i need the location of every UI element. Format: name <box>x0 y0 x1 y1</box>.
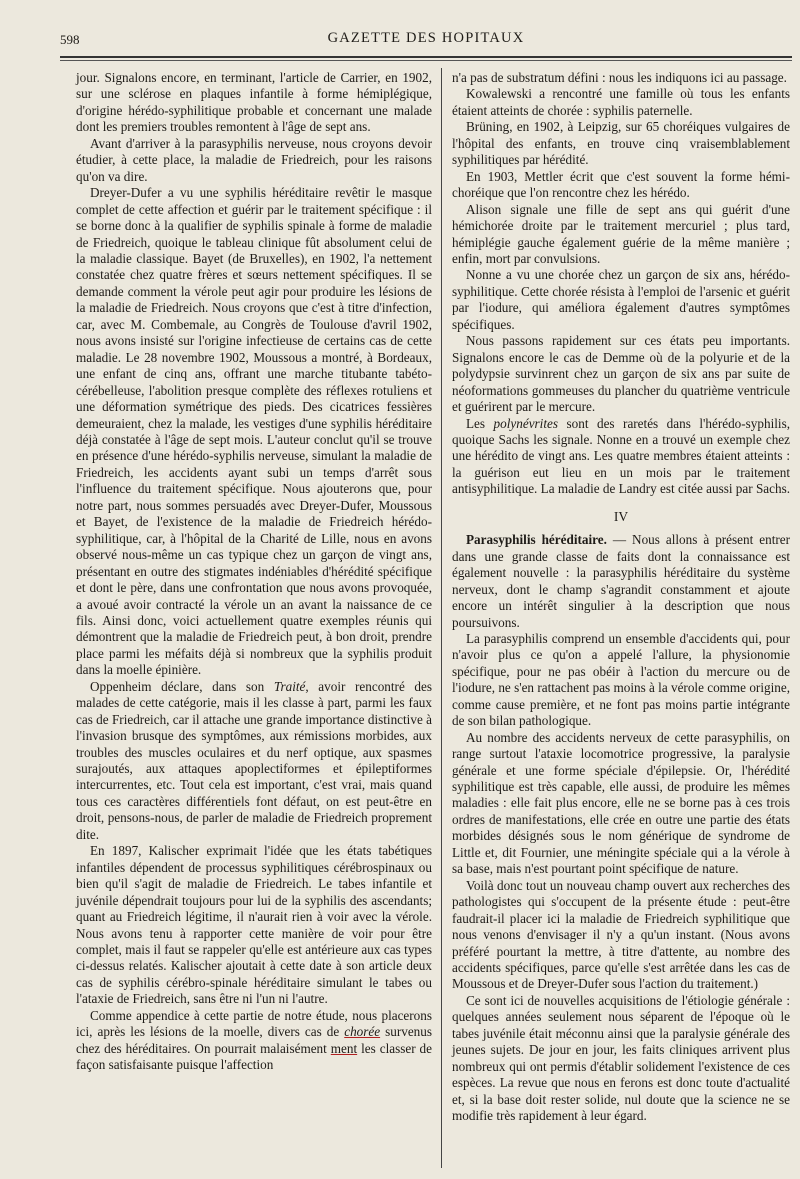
text-run: Comme appendice à cette partie de notre étude, nous placerons ici, après les lésions de la moelle, divers cas de <box>76 1007 432 1040</box>
page-header <box>60 28 792 52</box>
paragraph <box>76 679 432 844</box>
journal-title: GAZETTE DES HOPITAUX <box>327 30 525 46</box>
section-number: IV <box>613 508 629 524</box>
paragraph: En 1897, Kalischer exprimait l'idée que les états tabétiques infantiles dépendent de processus syphilitiques cérébrospinaux ou bien qu'il s'agit de maladie de Friedreich. Le tabes infantile et juvénile dépendrait toujours pour lui de la syphilis des ascendants; quant au Friedreich légitime, il n'aurait rien à voir avec la vérole. Nous avons tenu à rapporter cette manière de voir pour être complet, mais il faut se rappeler qu'elle est antérieure aux cas types ci-dessus relatés. Kalischer ajoutait à cette date à son article deux cas de syphilis cérébro-spinale héréditaire simulant le tabes ou l'ataxie de Friedreich, sans être ni l'un ni l'autre. <box>76 843 432 1007</box>
underlined-text: chorée <box>344 1024 381 1040</box>
paragraph: Brüning, en 1902, à Leipzig, sur 65 choréiques vulgaires de l'hôpital des enfants, en trouve cinq vraisemblablement syphilitiques par hérédité. <box>452 119 790 168</box>
text-run: Oppenheim déclare, dans son <box>90 678 274 694</box>
paragraph <box>452 416 790 498</box>
text-run: , avoir rencontré des malades de cette catégorie, mais il les classe à part, parmi les faux cas de Friedreich, car il attache une grande importance distinctive à l'invasion brusque des symptômes, aux rémissions morbides, aux troubles des muscles oculaires et du nerf optique, aux spasmes surajoutés, aux attaques apoplectiformes et épileptiformes intercurrentes, etc. Tout cela est important, c'est vrai, mais quand tous ces caractères différentiels font défaut, on est peut-être en droit, pensons-nous, de parler de maladie de Friedreich proprement dite. <box>76 678 432 842</box>
paragraph: n'a pas de substratum défini : nous les indiquons ici au passage. <box>452 70 787 85</box>
text-run: sont des raretés dans l'hérédo-syphilis, quoique Sachs les signale. Nonne en a trouvé un exemple chez une hérédito de vingt ans. Les quatre membres étaient atteints : la guérison eut lieu en un mois par le traitement antisyphilitique. La maladie de Landry est citée aussi par Sachs. <box>452 415 791 497</box>
column-divider <box>441 68 442 1168</box>
right-column <box>452 70 790 1125</box>
underlined-text: ment <box>330 1040 358 1056</box>
paragraph: Voilà donc tout un nouveau champ ouvert aux recherches des pathologistes qui s'occupent de la présente étude : peut-être faudrait-il placer ici la maladie de Friedreich syphilitique que nous venons d'envisager il n'y a qu'un instant. (Nous avons préféré pourtant la mettre, à titre d'attente, au nombre des accidents spécifiques, parce qu'elle s'est arrêtée dans les cas de Moussous et de Dreyer-Dufer sous l'action du traitement.) <box>452 877 790 992</box>
paragraph: La parasyphilis comprend un ensemble d'accidents qui, pour n'avoir plus ce qu'on a appelé l'allure, la physionomie spécifique, pour ne pas obéir à l'action du mercure ou de l'iodure, ne s'en rattachent pas moins à la vérole comme origine, comme cause première, et ne font pas moins partie intégrante de son bilan pathologique. <box>452 630 790 729</box>
paragraph: Dreyer-Dufer a vu une syphilis héréditaire revêtir le masque complet de cette affection et guérir par le traitement spécifique : il se borne donc à la qualifier de syphilis spinale à forme de maladie de Friedreich, quoique le tableau clinique fût absolument celui de la maladie classique. Bayet (de Bruxelles), en 1902, l'a nettement constatée chez quatre frères et sœurs nettement spécifiques. Il se demande comment la vérole peut agir pour produire les lésions de la maladie de Friedreich. Nous croyons que c'est à titre d'infection, car, avec M. Combemale, au Congrès de Toulouse d'avril 1902, nous avons insisté sur l'origine infectieuse de certains cas de cette maladie. Le 28 novembre 1902, Moussous a montré, à Bordeaux, une enfant de cinq ans, offrant une marche titubante tabéto-cérébelleuse, l'abolition presque complète des réflexes rotuliens et une déformation symétrique des pieds. Des cicatrices fessières demeuraient, chez la malade, les vestiges d'une syphilis héréditaire déjà constatée à l'âge de sept mois. L'auteur conclut qu'il se trouve en présence d'une hérédo-syphilis nerveuse, simulant la maladie de Friedreich, les accidents ayant subi un temps d'arrêt sous l'influence du traitement spécifique. Nous ajouterons que, pour notre part, nous sommes persuadés avec Dreyer-Dufer, Moussous et Bayet, de l'existence de la maladie de Friedreich hérédo-syphilitique, car, à l'hôpital de la Charité de Lille, nous en avons observé nous-même un cas typique chez un garçon de vingt ans, présentant en outre des stigmates indéniables d'hérédité spécifique et dont le père, dans une confrontation que nous avons provoquée, a avoué avoir contracté la vérole un an avant la naissance de ce fils. Ainsi donc, voici actuellement quatre exemples réunis qui démontrent que la maladie de Friedreich peut, à bon droit, prendre place parmi les méfaits déjà si nombreux que la syphilis produit dans la moelle épinière. <box>76 185 432 678</box>
header-rule-thin <box>60 60 792 61</box>
paragraph: Alison signale une fille de sept ans qui guérit d'une hémichorée droite par le traitement mercuriel ; plus tard, hémiplégie gauche également guérie de la même manière ; enfin, mort par convulsions. <box>452 201 790 266</box>
section-heading: Parasyphilis héréditaire. <box>466 532 607 548</box>
italic-text: Traité <box>273 678 306 694</box>
paragraph <box>452 532 790 631</box>
paragraph: Ce sont ici de nouvelles acquisitions de l'étiologie générale : quelques années seulement nous séparent de l'époque où le tabes juvénile était méconnu ainsi que la paralysie générale des jeunes sujets. De jour en jour, les faits cliniques arrivent plus nombreux qui ont permis d'établir solidement l'existence de ces espèces. La revue que nous en ferons est donc toute d'actualité et, si la base doit rester solide, nul doute que la science ne se modifie très rapidement à leur égard. <box>452 992 790 1124</box>
text-run: survenus chez des héréditaires. On pourrait malaisément <box>76 1024 432 1056</box>
header-rule <box>60 56 792 58</box>
left-column <box>76 70 432 1074</box>
paragraph: Nonne a vu une chorée chez un garçon de six ans, hérédo-syphilitique. Cette chorée résista à l'emploi de l'arsenic et guérit par l'iodure, qui améliora également d'autres symptômes spécifiques. <box>452 267 790 332</box>
paragraph <box>76 1008 432 1074</box>
paragraph: Nous passons rapidement sur ces états peu importants. Signalons encore le cas de Demme où de la polyurie et de la polydypsie survinrent chez un garçon de six ans par suite de néoformations gommeuses du plancher du quatrième ventricule et guérirent par le mercure. <box>452 333 790 415</box>
paragraph: jour. Signalons encore, en terminant, l'article de Carrier, en 1902, sur une sclérose en plaques infantile à forme hémiplégique, d'origine hérédo-syphilitique probable et concernant une malade dont les premiers troubles remontent à l'âge de sept ans. <box>76 70 432 135</box>
paragraph: Au nombre des accidents nerveux de cette parasyphilis, on range surtout l'ataxie locomotrice progressive, la paralysie générale et une forme spéciale d'épilepsie. Or, l'hérédité syphilitique est très capable, elle aussi, de produire les mêmes maladies : elle fait plus encore, elle ne se borne pas à ces trois ordres de manifestations, elle crée en outre une partie des états morbides désignés sous le nom générique de syndrome de Little et, dit Fournier, une méningite spéciale qui a la vérole à sa base, mais n'est pourtant point spécifique de nature. <box>452 729 790 877</box>
text-run: les classer de façon satisfaisante puisque l'affection <box>76 1040 432 1073</box>
text-run: — Nous allons à présent entrer dans une grande classe de faits dont la connaissance est également nouvelle : la parasyphilis héréditaire du système nerveux, dont le champ s'agrandit constamment et ajoute encore un intérêt singulier à la description que nous poursuivons. <box>452 532 790 630</box>
page-number: 598 <box>60 32 80 47</box>
paragraph: Kowalewski a rencontré une famille où tous les enfants étaient atteints de chorée : syphilis paternelle. <box>452 86 790 118</box>
paragraph: En 1903, Mettler écrit que c'est souvent la forme hémi-choréique que l'on rencontre chez les hérédo. <box>452 168 790 201</box>
paragraph: Avant d'arriver à la parasyphilis nerveuse, nous croyons devoir étudier, à cette place, la maladie de Friedreich, pour les raisons qu'on va dire. <box>76 135 432 184</box>
text-run: Les <box>466 415 494 431</box>
italic-text: polynévrites <box>493 415 558 431</box>
